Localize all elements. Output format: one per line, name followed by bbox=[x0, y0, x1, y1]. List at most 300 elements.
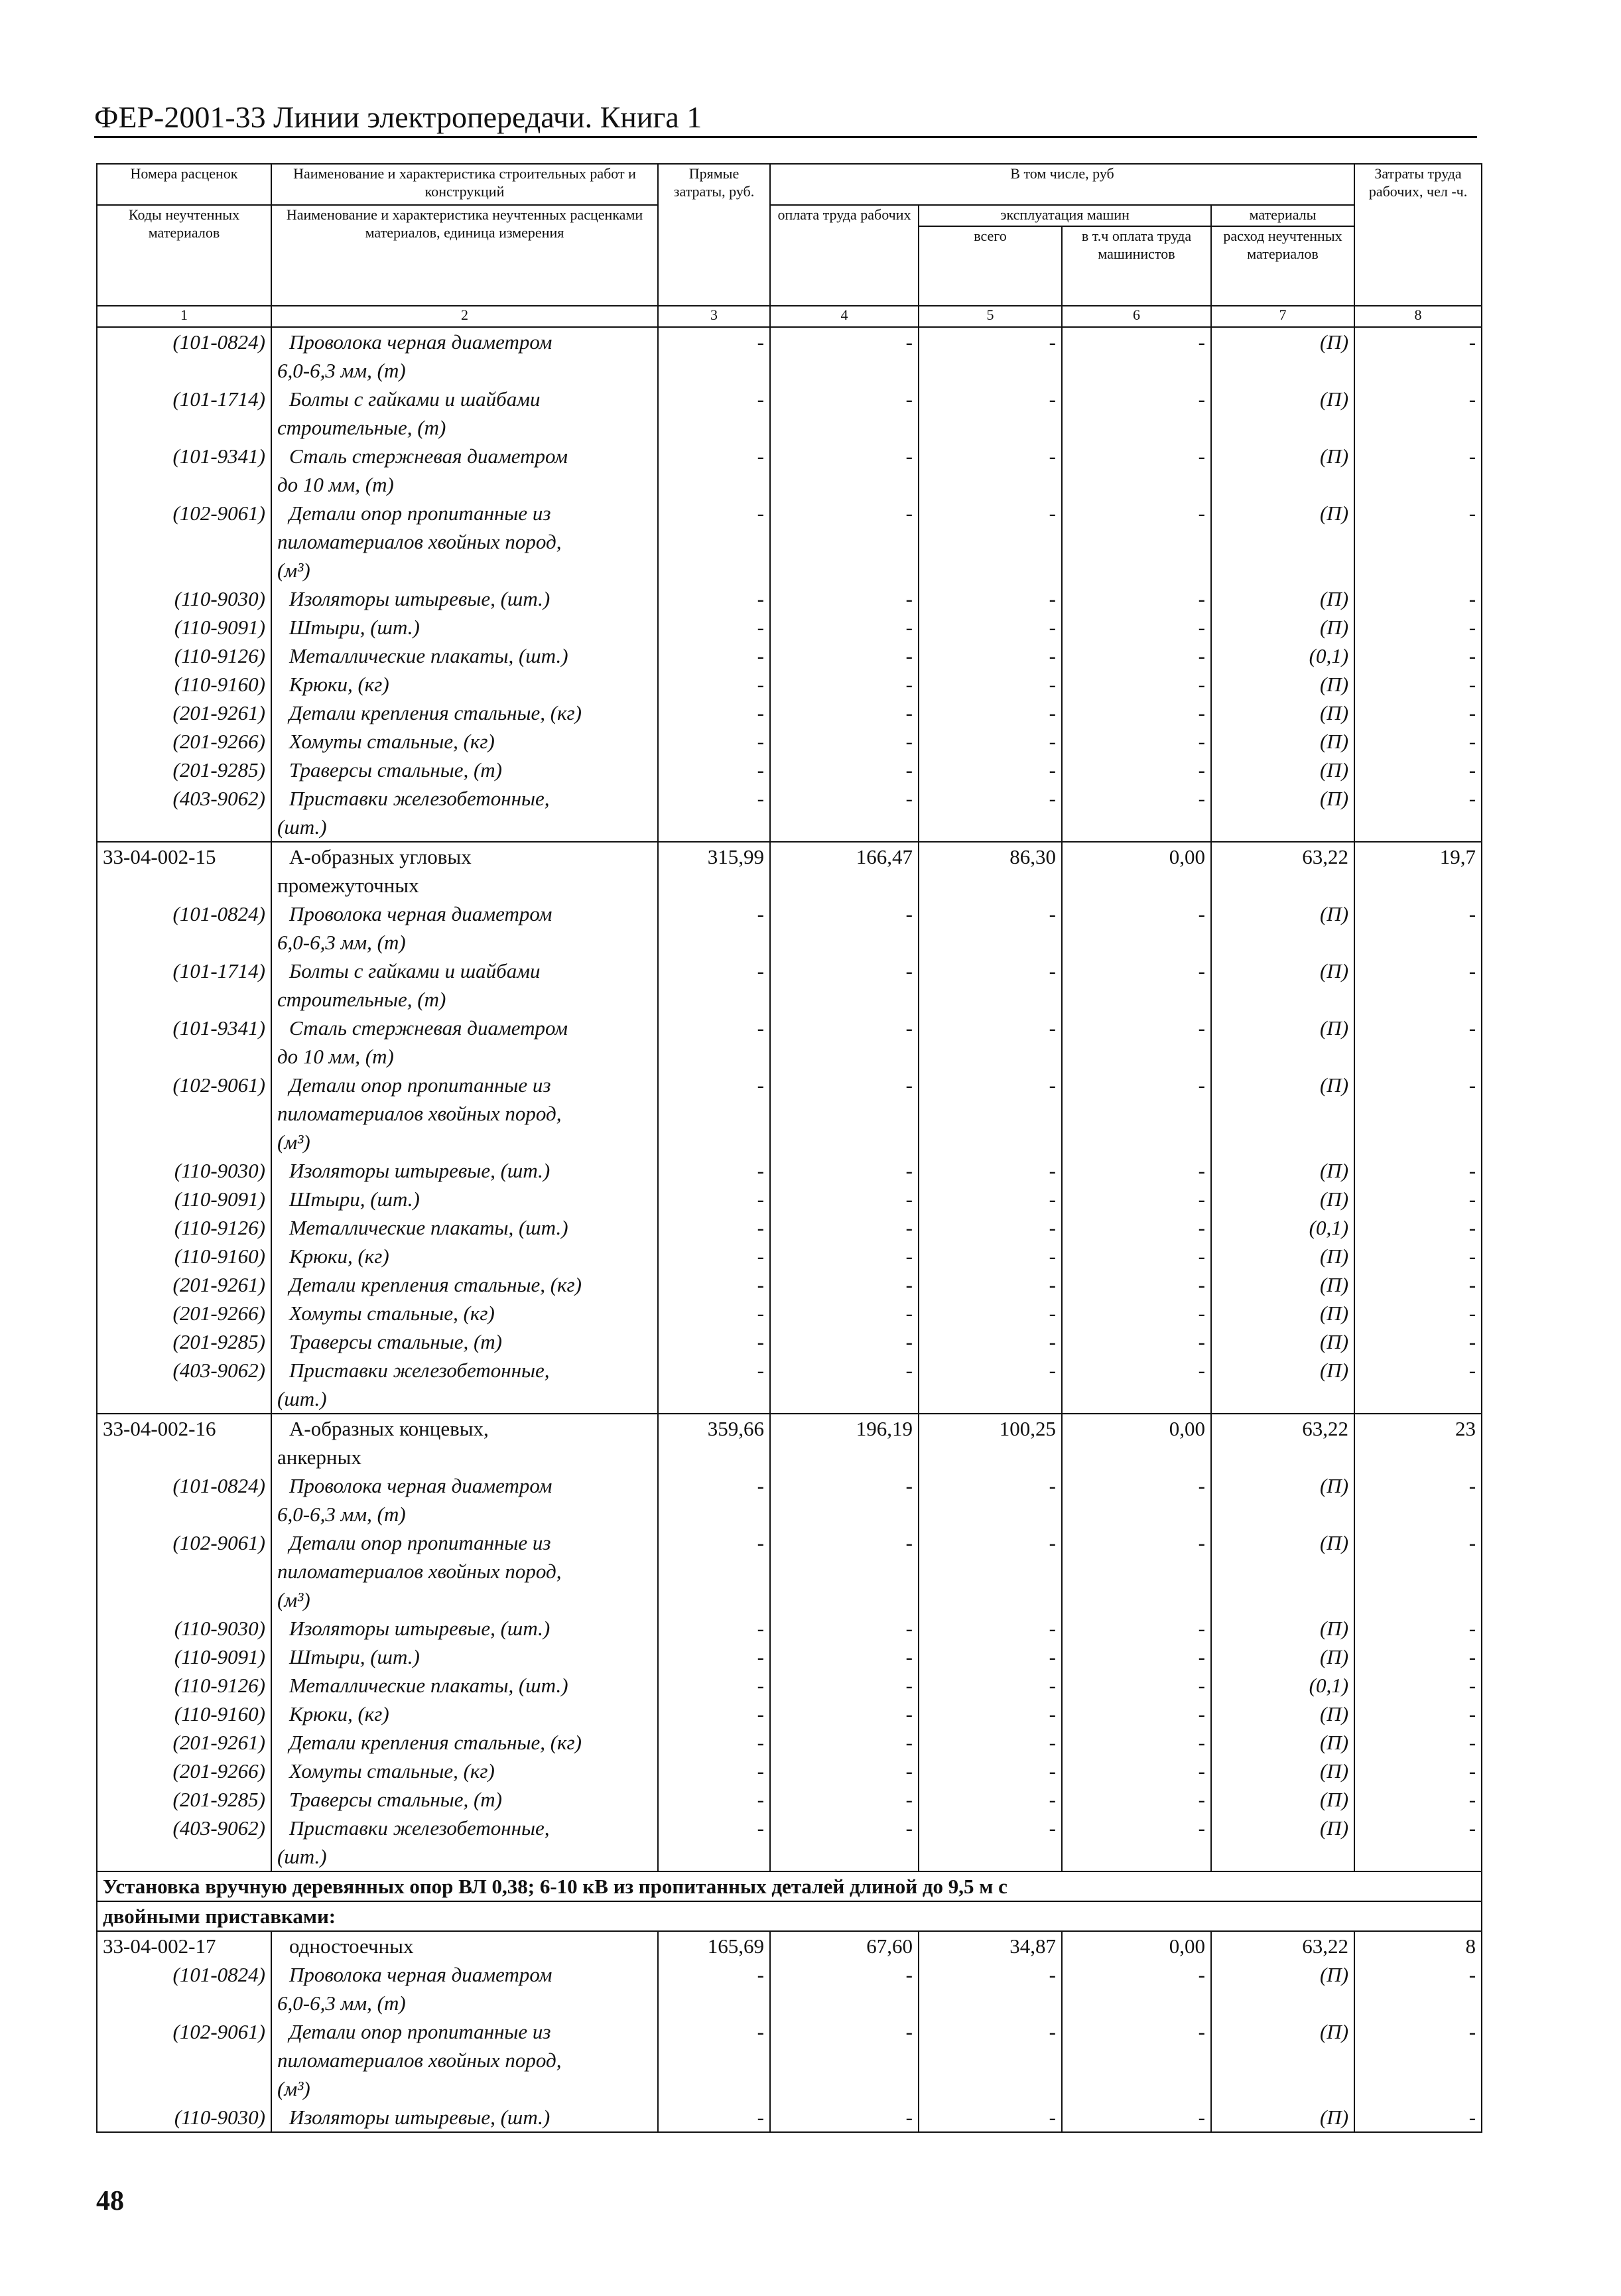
item-name-text: Болты с гайками и шайбами bbox=[289, 387, 541, 411]
materials-cell bbox=[1211, 1128, 1354, 1156]
materials-cell: (П) bbox=[1211, 699, 1354, 727]
materials-cell: (П) bbox=[1211, 385, 1354, 413]
rate-code-cell: (201-9261) bbox=[97, 1728, 271, 1757]
operators-pay-cell: - bbox=[1062, 385, 1211, 413]
machines-total-cell: - bbox=[919, 1270, 1062, 1299]
rate-code-cell bbox=[97, 928, 271, 957]
machines-total-cell: - bbox=[919, 1700, 1062, 1728]
rate-code-cell bbox=[97, 985, 271, 1014]
materials-cell bbox=[1211, 1842, 1354, 1871]
workers-pay-cell: - bbox=[770, 957, 919, 985]
table-row bbox=[97, 413, 1482, 442]
item-name-cell bbox=[271, 385, 658, 413]
materials-cell: (П) bbox=[1211, 613, 1354, 642]
rate-code-cell bbox=[97, 527, 271, 556]
materials-cell: 63,22 bbox=[1211, 1414, 1354, 1443]
page-title: ФЕР-2001-33 Линии электропередачи. Книга 1 bbox=[94, 100, 1477, 138]
operators-pay-cell bbox=[1062, 928, 1211, 957]
materials-cell: (П) bbox=[1211, 1614, 1354, 1643]
rate-code-cell bbox=[97, 1989, 271, 2017]
direct-costs-cell bbox=[658, 556, 770, 584]
direct-costs-cell bbox=[658, 985, 770, 1014]
machines-total-cell bbox=[919, 527, 1062, 556]
rate-code-cell: (110-9030) bbox=[97, 1156, 271, 1185]
item-name-cell: строительные, (т) bbox=[271, 413, 658, 442]
rate-code-cell bbox=[97, 1128, 271, 1156]
item-name-text: Приставки железобетонные, bbox=[289, 1359, 550, 1382]
machines-total-cell bbox=[919, 413, 1062, 442]
materials-cell bbox=[1211, 1500, 1354, 1528]
rate-code-cell: (102-9061) bbox=[97, 499, 271, 527]
item-name-cell bbox=[271, 1614, 658, 1643]
materials-cell: (П) bbox=[1211, 1356, 1354, 1384]
materials-cell bbox=[1211, 2046, 1354, 2074]
table-row bbox=[97, 385, 1482, 413]
direct-costs-cell bbox=[658, 1128, 770, 1156]
rate-code-cell: (201-9266) bbox=[97, 1757, 271, 1785]
machines-total-cell: - bbox=[919, 1528, 1062, 1557]
labor-costs-cell bbox=[1354, 1384, 1482, 1414]
rate-code-cell bbox=[97, 356, 271, 385]
operators-pay-cell: - bbox=[1062, 1528, 1211, 1557]
item-name-cell: (м³) bbox=[271, 2074, 658, 2103]
item-name-cell bbox=[271, 1356, 658, 1384]
item-name-cell: 6,0-6,3 мм, (т) bbox=[271, 928, 658, 957]
item-name-cell bbox=[271, 1757, 658, 1785]
machines-total-cell: - bbox=[919, 1671, 1062, 1700]
workers-pay-cell: - bbox=[770, 1242, 919, 1270]
machines-total-cell: - bbox=[919, 784, 1062, 813]
materials-cell: (П) bbox=[1211, 1814, 1354, 1842]
machines-total-cell: - bbox=[919, 1185, 1062, 1213]
machines-total-cell bbox=[919, 1842, 1062, 1871]
item-name-cell bbox=[271, 1643, 658, 1671]
item-name-cell: 6,0-6,3 мм, (т) bbox=[271, 356, 658, 385]
labor-costs-cell: - bbox=[1354, 900, 1482, 928]
rate-code-cell: 33-04-002-16 bbox=[97, 1414, 271, 1443]
rates-table bbox=[96, 163, 1482, 2133]
rate-code-cell: (110-9160) bbox=[97, 670, 271, 699]
item-name-cell bbox=[271, 900, 658, 928]
table-row bbox=[97, 642, 1482, 670]
operators-pay-cell bbox=[1062, 527, 1211, 556]
item-name-text: Приставки железобетонные, bbox=[289, 1816, 550, 1840]
rate-code-cell: (101-0824) bbox=[97, 327, 271, 356]
operators-pay-cell: - bbox=[1062, 499, 1211, 527]
item-name-cell bbox=[271, 1327, 658, 1356]
materials-cell: (П) bbox=[1211, 2103, 1354, 2132]
rate-code-cell: (110-9091) bbox=[97, 613, 271, 642]
workers-pay-cell bbox=[770, 1099, 919, 1128]
operators-pay-cell: 0,00 bbox=[1062, 1414, 1211, 1443]
labor-costs-cell: - bbox=[1354, 642, 1482, 670]
workers-pay-cell: - bbox=[770, 670, 919, 699]
workers-pay-cell: - bbox=[770, 699, 919, 727]
labor-costs-cell: - bbox=[1354, 1356, 1482, 1384]
rate-code-cell: (201-9266) bbox=[97, 1299, 271, 1327]
direct-costs-cell: - bbox=[658, 1242, 770, 1270]
labor-costs-cell: - bbox=[1354, 1270, 1482, 1299]
direct-costs-cell: - bbox=[658, 670, 770, 699]
operators-pay-cell: - bbox=[1062, 784, 1211, 813]
item-name-text: Болты с гайками и шайбами bbox=[289, 959, 541, 982]
materials-cell: 63,22 bbox=[1211, 842, 1354, 871]
machines-total-cell bbox=[919, 556, 1062, 584]
item-name-cell bbox=[271, 1471, 658, 1500]
labor-costs-cell: - bbox=[1354, 1614, 1482, 1643]
item-name-text: Штыри, (шт.) bbox=[289, 616, 420, 639]
table-row bbox=[97, 2074, 1482, 2103]
table-row bbox=[97, 1213, 1482, 1242]
labor-costs-cell: - bbox=[1354, 1757, 1482, 1785]
labor-costs-cell: - bbox=[1354, 1700, 1482, 1728]
operators-pay-cell bbox=[1062, 813, 1211, 842]
labor-costs-cell: - bbox=[1354, 613, 1482, 642]
workers-pay-cell: - bbox=[770, 1213, 919, 1242]
direct-costs-cell: - bbox=[658, 957, 770, 985]
workers-pay-cell: - bbox=[770, 584, 919, 613]
table-row bbox=[97, 1414, 1482, 1443]
item-name-cell: (м³) bbox=[271, 556, 658, 584]
table-row bbox=[97, 1960, 1482, 1989]
table-row bbox=[97, 470, 1482, 499]
column-number: 2 bbox=[271, 306, 658, 327]
item-name-cell: промежуточных bbox=[271, 871, 658, 900]
header-operators-pay: в т.ч оплата труда машинистов bbox=[1062, 226, 1211, 306]
item-name-cell: (шт.) bbox=[271, 1384, 658, 1414]
operators-pay-cell: - bbox=[1062, 442, 1211, 470]
materials-cell: (П) bbox=[1211, 900, 1354, 928]
item-name-text: Штыри, (шт.) bbox=[289, 1187, 420, 1211]
item-name-cell bbox=[271, 1185, 658, 1213]
labor-costs-cell: - bbox=[1354, 385, 1482, 413]
machines-total-cell: - bbox=[919, 1728, 1062, 1757]
direct-costs-cell bbox=[658, 1042, 770, 1071]
table-row bbox=[97, 1471, 1482, 1500]
item-name-text: Сталь стержневая диаметром bbox=[289, 444, 568, 468]
direct-costs-cell: - bbox=[658, 1785, 770, 1814]
item-name-cell bbox=[271, 1014, 658, 1042]
labor-costs-cell bbox=[1354, 1099, 1482, 1128]
machines-total-cell: - bbox=[919, 957, 1062, 985]
machines-total-cell bbox=[919, 1128, 1062, 1156]
table-row bbox=[97, 2017, 1482, 2046]
direct-costs-cell: - bbox=[658, 613, 770, 642]
materials-cell bbox=[1211, 1042, 1354, 1071]
operators-pay-cell bbox=[1062, 1557, 1211, 1586]
section-heading: Установка вручную деревянных опор ВЛ 0,38; 6-10 кВ из пропитанных деталей длиной до 9,5 м с bbox=[97, 1871, 1482, 1901]
machines-total-cell bbox=[919, 871, 1062, 900]
direct-costs-cell: - bbox=[658, 1643, 770, 1671]
column-number: 4 bbox=[770, 306, 919, 327]
direct-costs-cell: - bbox=[658, 1757, 770, 1785]
labor-costs-cell: - bbox=[1354, 1156, 1482, 1185]
item-name-cell bbox=[271, 1414, 658, 1443]
rate-code-cell: (201-9285) bbox=[97, 756, 271, 784]
workers-pay-cell bbox=[770, 1384, 919, 1414]
machines-total-cell: - bbox=[919, 900, 1062, 928]
item-name-cell bbox=[271, 957, 658, 985]
workers-pay-cell bbox=[770, 556, 919, 584]
rate-code-cell: (110-9160) bbox=[97, 1242, 271, 1270]
table-row bbox=[97, 756, 1482, 784]
item-name-text: Хомуты стальные, (кг) bbox=[289, 1302, 495, 1325]
table-row bbox=[97, 1528, 1482, 1557]
table-row bbox=[97, 1242, 1482, 1270]
rate-code-cell: (101-0824) bbox=[97, 1471, 271, 1500]
machines-total-cell: - bbox=[919, 1614, 1062, 1643]
section-heading: двойными приставками: bbox=[97, 1901, 1482, 1931]
machines-total-cell: - bbox=[919, 1014, 1062, 1042]
machines-total-cell bbox=[919, 1586, 1062, 1614]
materials-cell bbox=[1211, 928, 1354, 957]
item-name-cell: анкерных bbox=[271, 1443, 658, 1471]
labor-costs-cell: - bbox=[1354, 1671, 1482, 1700]
direct-costs-cell: - bbox=[658, 784, 770, 813]
header-material-codes: Коды неучтенных материалов bbox=[97, 205, 271, 306]
header-labor-costs: Затраты труда рабочих, чел -ч. bbox=[1354, 164, 1482, 306]
rate-code-cell: (201-9261) bbox=[97, 699, 271, 727]
workers-pay-cell: - bbox=[770, 1700, 919, 1728]
rate-code-cell: (101-0824) bbox=[97, 1960, 271, 1989]
materials-cell: (0,1) bbox=[1211, 642, 1354, 670]
rate-code-cell bbox=[97, 1042, 271, 1071]
machines-total-cell bbox=[919, 1443, 1062, 1471]
operators-pay-cell bbox=[1062, 1500, 1211, 1528]
table-row bbox=[97, 2103, 1482, 2132]
table-row bbox=[97, 1614, 1482, 1643]
materials-cell: (П) bbox=[1211, 1700, 1354, 1728]
materials-cell bbox=[1211, 527, 1354, 556]
machines-total-cell: - bbox=[919, 584, 1062, 613]
materials-cell: (П) bbox=[1211, 1014, 1354, 1042]
labor-costs-cell: - bbox=[1354, 784, 1482, 813]
materials-cell: (П) bbox=[1211, 1960, 1354, 1989]
rate-code-cell bbox=[97, 1099, 271, 1128]
workers-pay-cell bbox=[770, 413, 919, 442]
labor-costs-cell bbox=[1354, 1128, 1482, 1156]
table-row bbox=[97, 584, 1482, 613]
operators-pay-cell bbox=[1062, 470, 1211, 499]
item-name-cell: (шт.) bbox=[271, 813, 658, 842]
table-row bbox=[97, 1327, 1482, 1356]
materials-cell: (0,1) bbox=[1211, 1671, 1354, 1700]
workers-pay-cell bbox=[770, 1989, 919, 2017]
item-name-cell bbox=[271, 1071, 658, 1099]
workers-pay-cell: - bbox=[770, 900, 919, 928]
header-rate-numbers: Номера расценок bbox=[97, 164, 271, 205]
item-name-cell bbox=[271, 727, 658, 756]
labor-costs-cell: - bbox=[1354, 1960, 1482, 1989]
rate-code-cell: (201-9285) bbox=[97, 1785, 271, 1814]
item-name-text: Крюки, (кг) bbox=[289, 1702, 389, 1725]
workers-pay-cell bbox=[770, 985, 919, 1014]
table-row bbox=[97, 985, 1482, 1014]
workers-pay-cell: - bbox=[770, 1757, 919, 1785]
operators-pay-cell: - bbox=[1062, 900, 1211, 928]
item-name-text: Детали крепления стальные, (кг) bbox=[289, 701, 582, 724]
table-row bbox=[97, 1671, 1482, 1700]
direct-costs-cell: - bbox=[658, 584, 770, 613]
table-row bbox=[97, 613, 1482, 642]
item-name-text: Траверсы стальные, (т) bbox=[289, 1788, 503, 1811]
rate-code-cell: (403-9062) bbox=[97, 1356, 271, 1384]
table-row bbox=[97, 699, 1482, 727]
machines-total-cell: - bbox=[919, 385, 1062, 413]
materials-cell bbox=[1211, 2074, 1354, 2103]
materials-cell: (П) bbox=[1211, 442, 1354, 470]
materials-cell: (П) bbox=[1211, 957, 1354, 985]
materials-cell bbox=[1211, 556, 1354, 584]
table-row bbox=[97, 327, 1482, 356]
item-name-text: Изоляторы штыревые, (шт.) bbox=[289, 1617, 551, 1640]
direct-costs-cell: - bbox=[658, 1327, 770, 1356]
operators-pay-cell: - bbox=[1062, 1299, 1211, 1327]
direct-costs-cell: 315,99 bbox=[658, 842, 770, 871]
direct-costs-cell: - bbox=[658, 2017, 770, 2046]
direct-costs-cell: - bbox=[658, 2103, 770, 2132]
workers-pay-cell bbox=[770, 2046, 919, 2074]
item-name-cell bbox=[271, 784, 658, 813]
labor-costs-cell bbox=[1354, 1989, 1482, 2017]
item-name-text: Хомуты стальные, (кг) bbox=[289, 730, 495, 753]
workers-pay-cell bbox=[770, 470, 919, 499]
item-name-cell: до 10 мм, (т) bbox=[271, 1042, 658, 1071]
table-row bbox=[97, 957, 1482, 985]
rate-code-cell bbox=[97, 1443, 271, 1471]
labor-costs-cell: - bbox=[1354, 1185, 1482, 1213]
materials-cell bbox=[1211, 813, 1354, 842]
materials-cell: 63,22 bbox=[1211, 1931, 1354, 1960]
workers-pay-cell bbox=[770, 1128, 919, 1156]
item-name-cell bbox=[271, 1528, 658, 1557]
materials-cell: (П) bbox=[1211, 1643, 1354, 1671]
operators-pay-cell: - bbox=[1062, 699, 1211, 727]
item-name-cell: пиломатериалов хвойных пород, bbox=[271, 1099, 658, 1128]
operators-pay-cell: - bbox=[1062, 1700, 1211, 1728]
item-name-cell: (шт.) bbox=[271, 1842, 658, 1871]
materials-cell: (П) bbox=[1211, 1071, 1354, 1099]
workers-pay-cell bbox=[770, 1586, 919, 1614]
table-row bbox=[97, 1128, 1482, 1156]
workers-pay-cell bbox=[770, 871, 919, 900]
machines-total-cell: - bbox=[919, 1213, 1062, 1242]
materials-cell bbox=[1211, 985, 1354, 1014]
table-row bbox=[97, 1586, 1482, 1614]
item-name-cell bbox=[271, 1671, 658, 1700]
workers-pay-cell: - bbox=[770, 499, 919, 527]
operators-pay-cell bbox=[1062, 1586, 1211, 1614]
item-name-cell bbox=[271, 670, 658, 699]
labor-costs-cell: - bbox=[1354, 1471, 1482, 1500]
workers-pay-cell: - bbox=[770, 1156, 919, 1185]
workers-pay-cell: 196,19 bbox=[770, 1414, 919, 1443]
materials-cell: (П) bbox=[1211, 1242, 1354, 1270]
machines-total-cell bbox=[919, 356, 1062, 385]
labor-costs-cell: - bbox=[1354, 2103, 1482, 2132]
direct-costs-cell: - bbox=[658, 1614, 770, 1643]
rate-code-cell: (201-9261) bbox=[97, 1270, 271, 1299]
rate-code-cell bbox=[97, 813, 271, 842]
table-row bbox=[97, 1356, 1482, 1384]
operators-pay-cell: - bbox=[1062, 1960, 1211, 1989]
materials-cell bbox=[1211, 1099, 1354, 1128]
operators-pay-cell bbox=[1062, 1042, 1211, 1071]
operators-pay-cell: - bbox=[1062, 1356, 1211, 1384]
table-row bbox=[97, 1299, 1482, 1327]
table-row bbox=[97, 1842, 1482, 1871]
operators-pay-cell bbox=[1062, 871, 1211, 900]
operators-pay-cell: - bbox=[1062, 1270, 1211, 1299]
machines-total-cell: - bbox=[919, 1356, 1062, 1384]
direct-costs-cell: - bbox=[658, 1671, 770, 1700]
item-name-text: Детали крепления стальные, (кг) bbox=[289, 1273, 582, 1296]
item-name-cell bbox=[271, 613, 658, 642]
item-name-cell bbox=[271, 499, 658, 527]
workers-pay-cell: 67,60 bbox=[770, 1931, 919, 1960]
table-row bbox=[97, 1185, 1482, 1213]
labor-costs-cell: - bbox=[1354, 1327, 1482, 1356]
machines-total-cell bbox=[919, 1042, 1062, 1071]
workers-pay-cell: - bbox=[770, 327, 919, 356]
materials-cell bbox=[1211, 1443, 1354, 1471]
operators-pay-cell bbox=[1062, 985, 1211, 1014]
direct-costs-cell bbox=[658, 813, 770, 842]
materials-cell: (П) bbox=[1211, 327, 1354, 356]
header-direct-costs: Прямые затраты, руб. bbox=[658, 164, 770, 306]
workers-pay-cell: - bbox=[770, 727, 919, 756]
machines-total-cell: - bbox=[919, 670, 1062, 699]
workers-pay-cell: - bbox=[770, 442, 919, 470]
operators-pay-cell: - bbox=[1062, 1327, 1211, 1356]
column-number: 7 bbox=[1211, 306, 1354, 327]
direct-costs-cell: - bbox=[658, 1700, 770, 1728]
machines-total-cell bbox=[919, 2046, 1062, 2074]
direct-costs-cell bbox=[658, 1443, 770, 1471]
direct-costs-cell: - bbox=[658, 642, 770, 670]
materials-cell: (П) bbox=[1211, 2017, 1354, 2046]
direct-costs-cell: 165,69 bbox=[658, 1931, 770, 1960]
item-name-cell bbox=[271, 756, 658, 784]
table-row bbox=[97, 842, 1482, 871]
labor-costs-cell bbox=[1354, 985, 1482, 1014]
rate-code-cell: (110-9091) bbox=[97, 1643, 271, 1671]
column-number: 3 bbox=[658, 306, 770, 327]
workers-pay-cell: - bbox=[770, 1356, 919, 1384]
table-row bbox=[97, 1700, 1482, 1728]
machines-total-cell: - bbox=[919, 1785, 1062, 1814]
operators-pay-cell bbox=[1062, 1989, 1211, 2017]
machines-total-cell bbox=[919, 813, 1062, 842]
labor-costs-cell: - bbox=[1354, 1299, 1482, 1327]
item-name-cell bbox=[271, 327, 658, 356]
machines-total-cell bbox=[919, 1989, 1062, 2017]
materials-cell bbox=[1211, 1989, 1354, 2017]
machines-total-cell: - bbox=[919, 1960, 1062, 1989]
materials-cell: (П) bbox=[1211, 1156, 1354, 1185]
labor-costs-cell bbox=[1354, 1500, 1482, 1528]
table-row bbox=[97, 900, 1482, 928]
direct-costs-cell: - bbox=[658, 1014, 770, 1042]
direct-costs-cell bbox=[658, 470, 770, 499]
operators-pay-cell: 0,00 bbox=[1062, 842, 1211, 871]
machines-total-cell: - bbox=[919, 613, 1062, 642]
operators-pay-cell: - bbox=[1062, 1213, 1211, 1242]
header-machines-total: всего bbox=[919, 226, 1062, 306]
item-name-text: Крюки, (кг) bbox=[289, 1245, 389, 1268]
machines-total-cell: - bbox=[919, 1156, 1062, 1185]
table-row bbox=[97, 356, 1482, 385]
